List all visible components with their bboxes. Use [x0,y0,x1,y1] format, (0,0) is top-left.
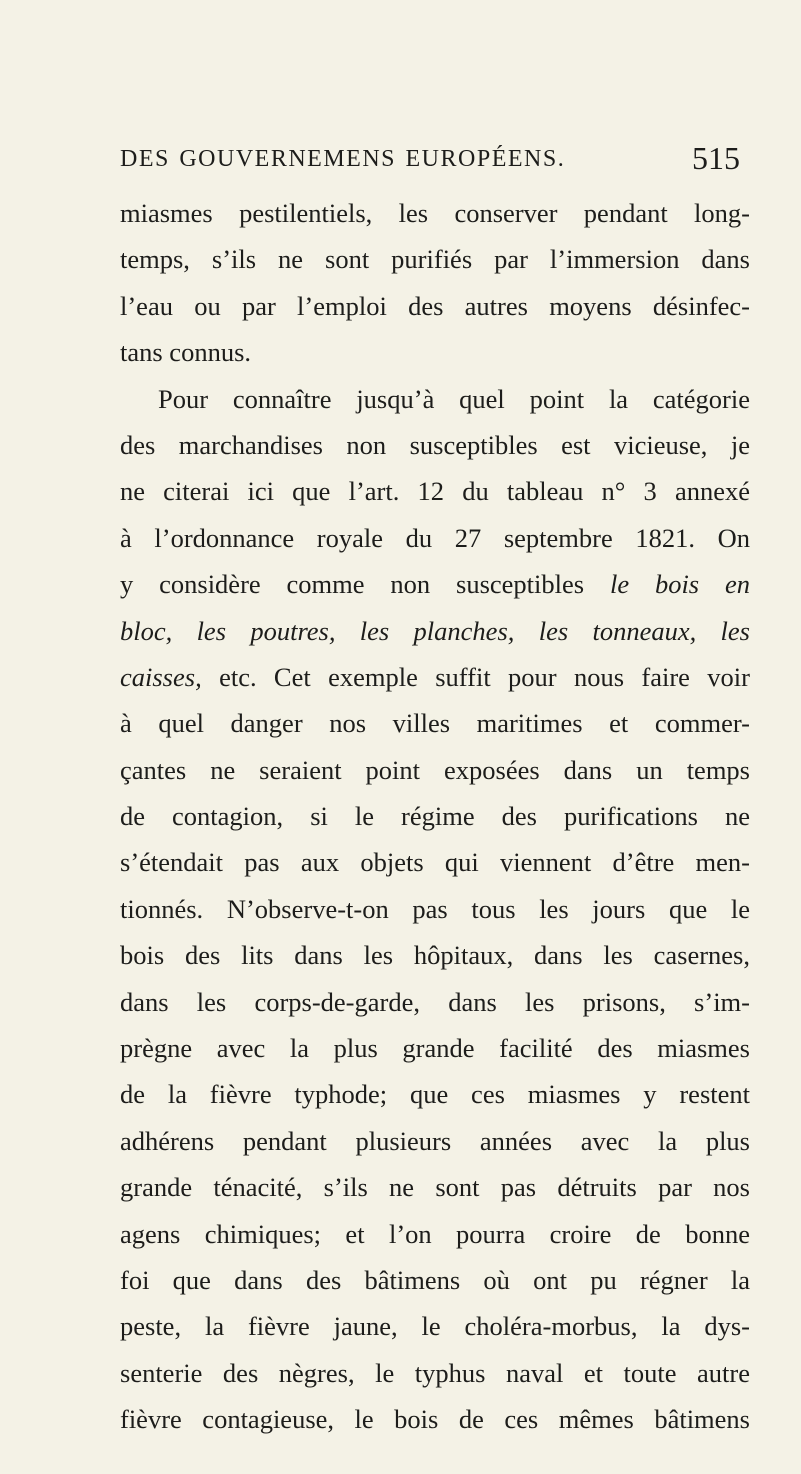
text-line: senterie des nègres, le typhus naval et toute autre [120,1357,750,1388]
italic-text: caisses, [120,661,202,692]
text-line: çantes ne seraient point exposées dans un temps [120,754,750,785]
page-header [120,140,740,180]
body-text [120,190,750,1443]
paragraph-start-line: Pour connaître jusqu’à quel point la catégorie [158,383,750,414]
text-segment: y considère comme non susceptibles [120,569,585,600]
text-line: l’eau ou par l’emploi des autres moyens désinfec- [120,290,750,321]
text-line [120,561,750,607]
text-line: temps, s’ils ne sont purifiés par l’immersion dans [120,244,750,275]
text-line: miasmes pestilentiels, les conserver pendant long- [120,198,750,228]
text-segment: etc. Cet exemple suffit pour nous faire voir [201,661,750,692]
italic-line: bloc, les poutres, les planches, les tonneaux, les [120,615,750,646]
text-line: adhérens pendant plusieurs années avec la plus [120,1125,750,1156]
text-line: bois des lits dans les hôpitaux, dans les casernes, [120,940,750,971]
running-head: DES GOUVERNEMENS EUROPÉENS. [120,146,566,172]
text-line: prègne avec la plus grande facilité des miasmes [120,1033,750,1064]
italic-text: le bois en [609,569,751,600]
page-number: 515 [692,140,740,176]
text-line: à quel danger nos villes maritimes et commer- [120,708,750,739]
text-line: à l’ordonnance royale du 27 septembre 1821. On [120,522,750,553]
text-line: de la fièvre typhode; que ces miasmes y restent [120,1079,750,1110]
text-line: fièvre contagieuse, le bois de ces mêmes bâtimens [120,1404,750,1435]
text-line: tans connus. [120,337,252,368]
text-line: des marchandises non susceptibles est vicieuse, je [120,429,750,460]
text-line: grande ténacité, s’ils ne sont pas détruits par nos [120,1172,750,1203]
text-line: dans les corps-de-garde, dans les prisons, s’im- [120,986,750,1017]
text-line: agens chimiques; et l’on pourra croire de bonne [120,1218,750,1249]
text-line: s’étendait pas aux objets qui viennent d’être men- [120,847,750,878]
text-line: tionnés. N’observe-t-on pas tous les jours que le [120,893,750,924]
text-line: ne citerai ici que l’art. 12 du tableau n° 3 annexé [120,476,750,507]
text-line: foi que dans des bâtimens où ont pu régner la [120,1264,750,1295]
text-line: peste, la fièvre jaune, le choléra-morbus, la dys- [120,1311,750,1342]
text-line: de contagion, si le régime des purifications ne [120,801,750,832]
text-line [120,654,750,700]
